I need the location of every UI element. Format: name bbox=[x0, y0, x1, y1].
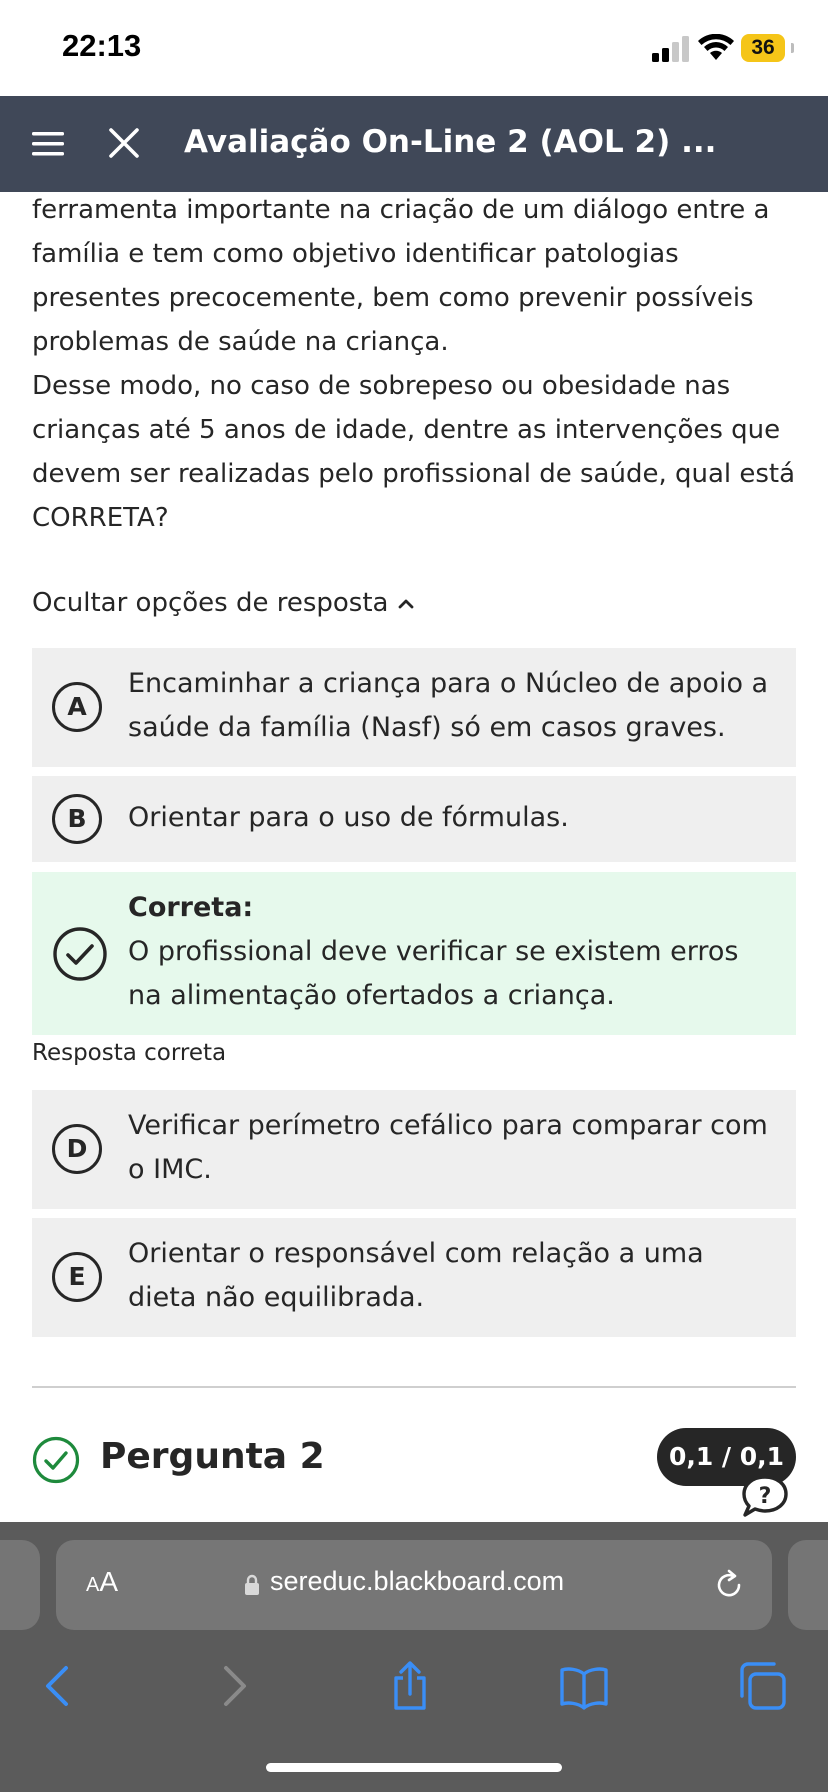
battery-level: 36 bbox=[751, 36, 775, 59]
correct-check-icon bbox=[52, 926, 108, 982]
status-bar bbox=[0, 0, 828, 96]
option-text: Orientar para o uso de fórmulas. bbox=[128, 802, 569, 833]
share-icon[interactable] bbox=[384, 1660, 436, 1712]
option-letter-badge: A bbox=[52, 682, 102, 732]
section-divider bbox=[32, 1386, 796, 1388]
option-text-body: O profissional deve verificar se existem erros na alimentação ofertados a criança. bbox=[128, 936, 739, 1011]
close-icon[interactable] bbox=[108, 127, 140, 159]
correct-label: Correta: bbox=[128, 892, 254, 923]
option-letter-badge: D bbox=[52, 1124, 102, 1174]
app-header bbox=[0, 96, 828, 192]
question-text bbox=[32, 188, 800, 540]
answer-option-a[interactable] bbox=[32, 648, 796, 767]
answer-option-e[interactable] bbox=[32, 1218, 796, 1337]
question-paragraph: ferramenta importante na criação de um diálogo entre a família e tem como objetivo identificar patologias presentes precocemente, bem como prevenir possíveis problemas de saúde na criança. bbox=[32, 195, 770, 357]
question-2-title: Pergunta 2 bbox=[100, 1436, 325, 1477]
correct-answer-note: Resposta correta bbox=[32, 1040, 227, 1066]
next-tab-preview[interactable] bbox=[788, 1540, 828, 1630]
option-text bbox=[128, 886, 776, 1018]
svg-text:?: ? bbox=[758, 1484, 772, 1509]
reload-icon[interactable] bbox=[712, 1568, 746, 1602]
back-arrow-icon[interactable] bbox=[32, 1660, 84, 1712]
score-badge: 0,1 / 0,1 bbox=[657, 1428, 796, 1486]
answer-option-d[interactable] bbox=[32, 1090, 796, 1209]
page-title: Avaliação On-Line 2 (AOL 2) ... bbox=[184, 124, 717, 160]
option-text: Verificar perímetro cefálico para comparar com o IMC. bbox=[128, 1110, 768, 1185]
lock-icon bbox=[244, 1574, 260, 1596]
option-letter-badge: E bbox=[52, 1252, 102, 1302]
status-time: 22:13 bbox=[62, 28, 142, 63]
tabs-icon[interactable] bbox=[736, 1660, 788, 1712]
hamburger-menu-icon[interactable] bbox=[32, 130, 64, 158]
battery-icon bbox=[741, 34, 789, 62]
cellular-signal-icon bbox=[652, 36, 692, 62]
browser-toolbar bbox=[0, 1522, 828, 1792]
option-letter-badge: B bbox=[52, 794, 102, 844]
bookmarks-icon[interactable] bbox=[558, 1660, 610, 1712]
answer-option-b[interactable] bbox=[32, 776, 796, 862]
answer-option-c-correct[interactable] bbox=[32, 872, 796, 1035]
question-paragraph: Desse modo, no caso de sobrepeso ou obesidade nas crianças até 5 anos de idade, dentre as intervenções que devem ser realizadas pelo profissional de saúde, qual está CORRETA? bbox=[32, 371, 796, 533]
chevron-up-icon bbox=[398, 593, 414, 614]
previous-tab-preview[interactable] bbox=[0, 1540, 40, 1630]
help-chat-icon[interactable] bbox=[740, 1474, 790, 1518]
reader-text-size-button[interactable]: AA bbox=[86, 1566, 119, 1597]
address-bar[interactable] bbox=[56, 1540, 772, 1630]
answered-correct-icon bbox=[32, 1436, 80, 1484]
wifi-icon bbox=[698, 34, 734, 62]
url-text: sereduc.blackboard.com bbox=[270, 1566, 565, 1596]
toggle-label: Ocultar opções de resposta bbox=[32, 588, 389, 618]
option-text: Orientar o responsável com relação a uma dieta não equilibrada. bbox=[128, 1238, 704, 1313]
option-text: Encaminhar a criança para o Núcleo de apoio a saúde da família (Nasf) só em casos graves. bbox=[128, 668, 769, 743]
forward-arrow-icon[interactable] bbox=[208, 1660, 260, 1712]
hide-answer-options-toggle[interactable] bbox=[32, 588, 414, 618]
home-indicator[interactable] bbox=[266, 1763, 562, 1772]
